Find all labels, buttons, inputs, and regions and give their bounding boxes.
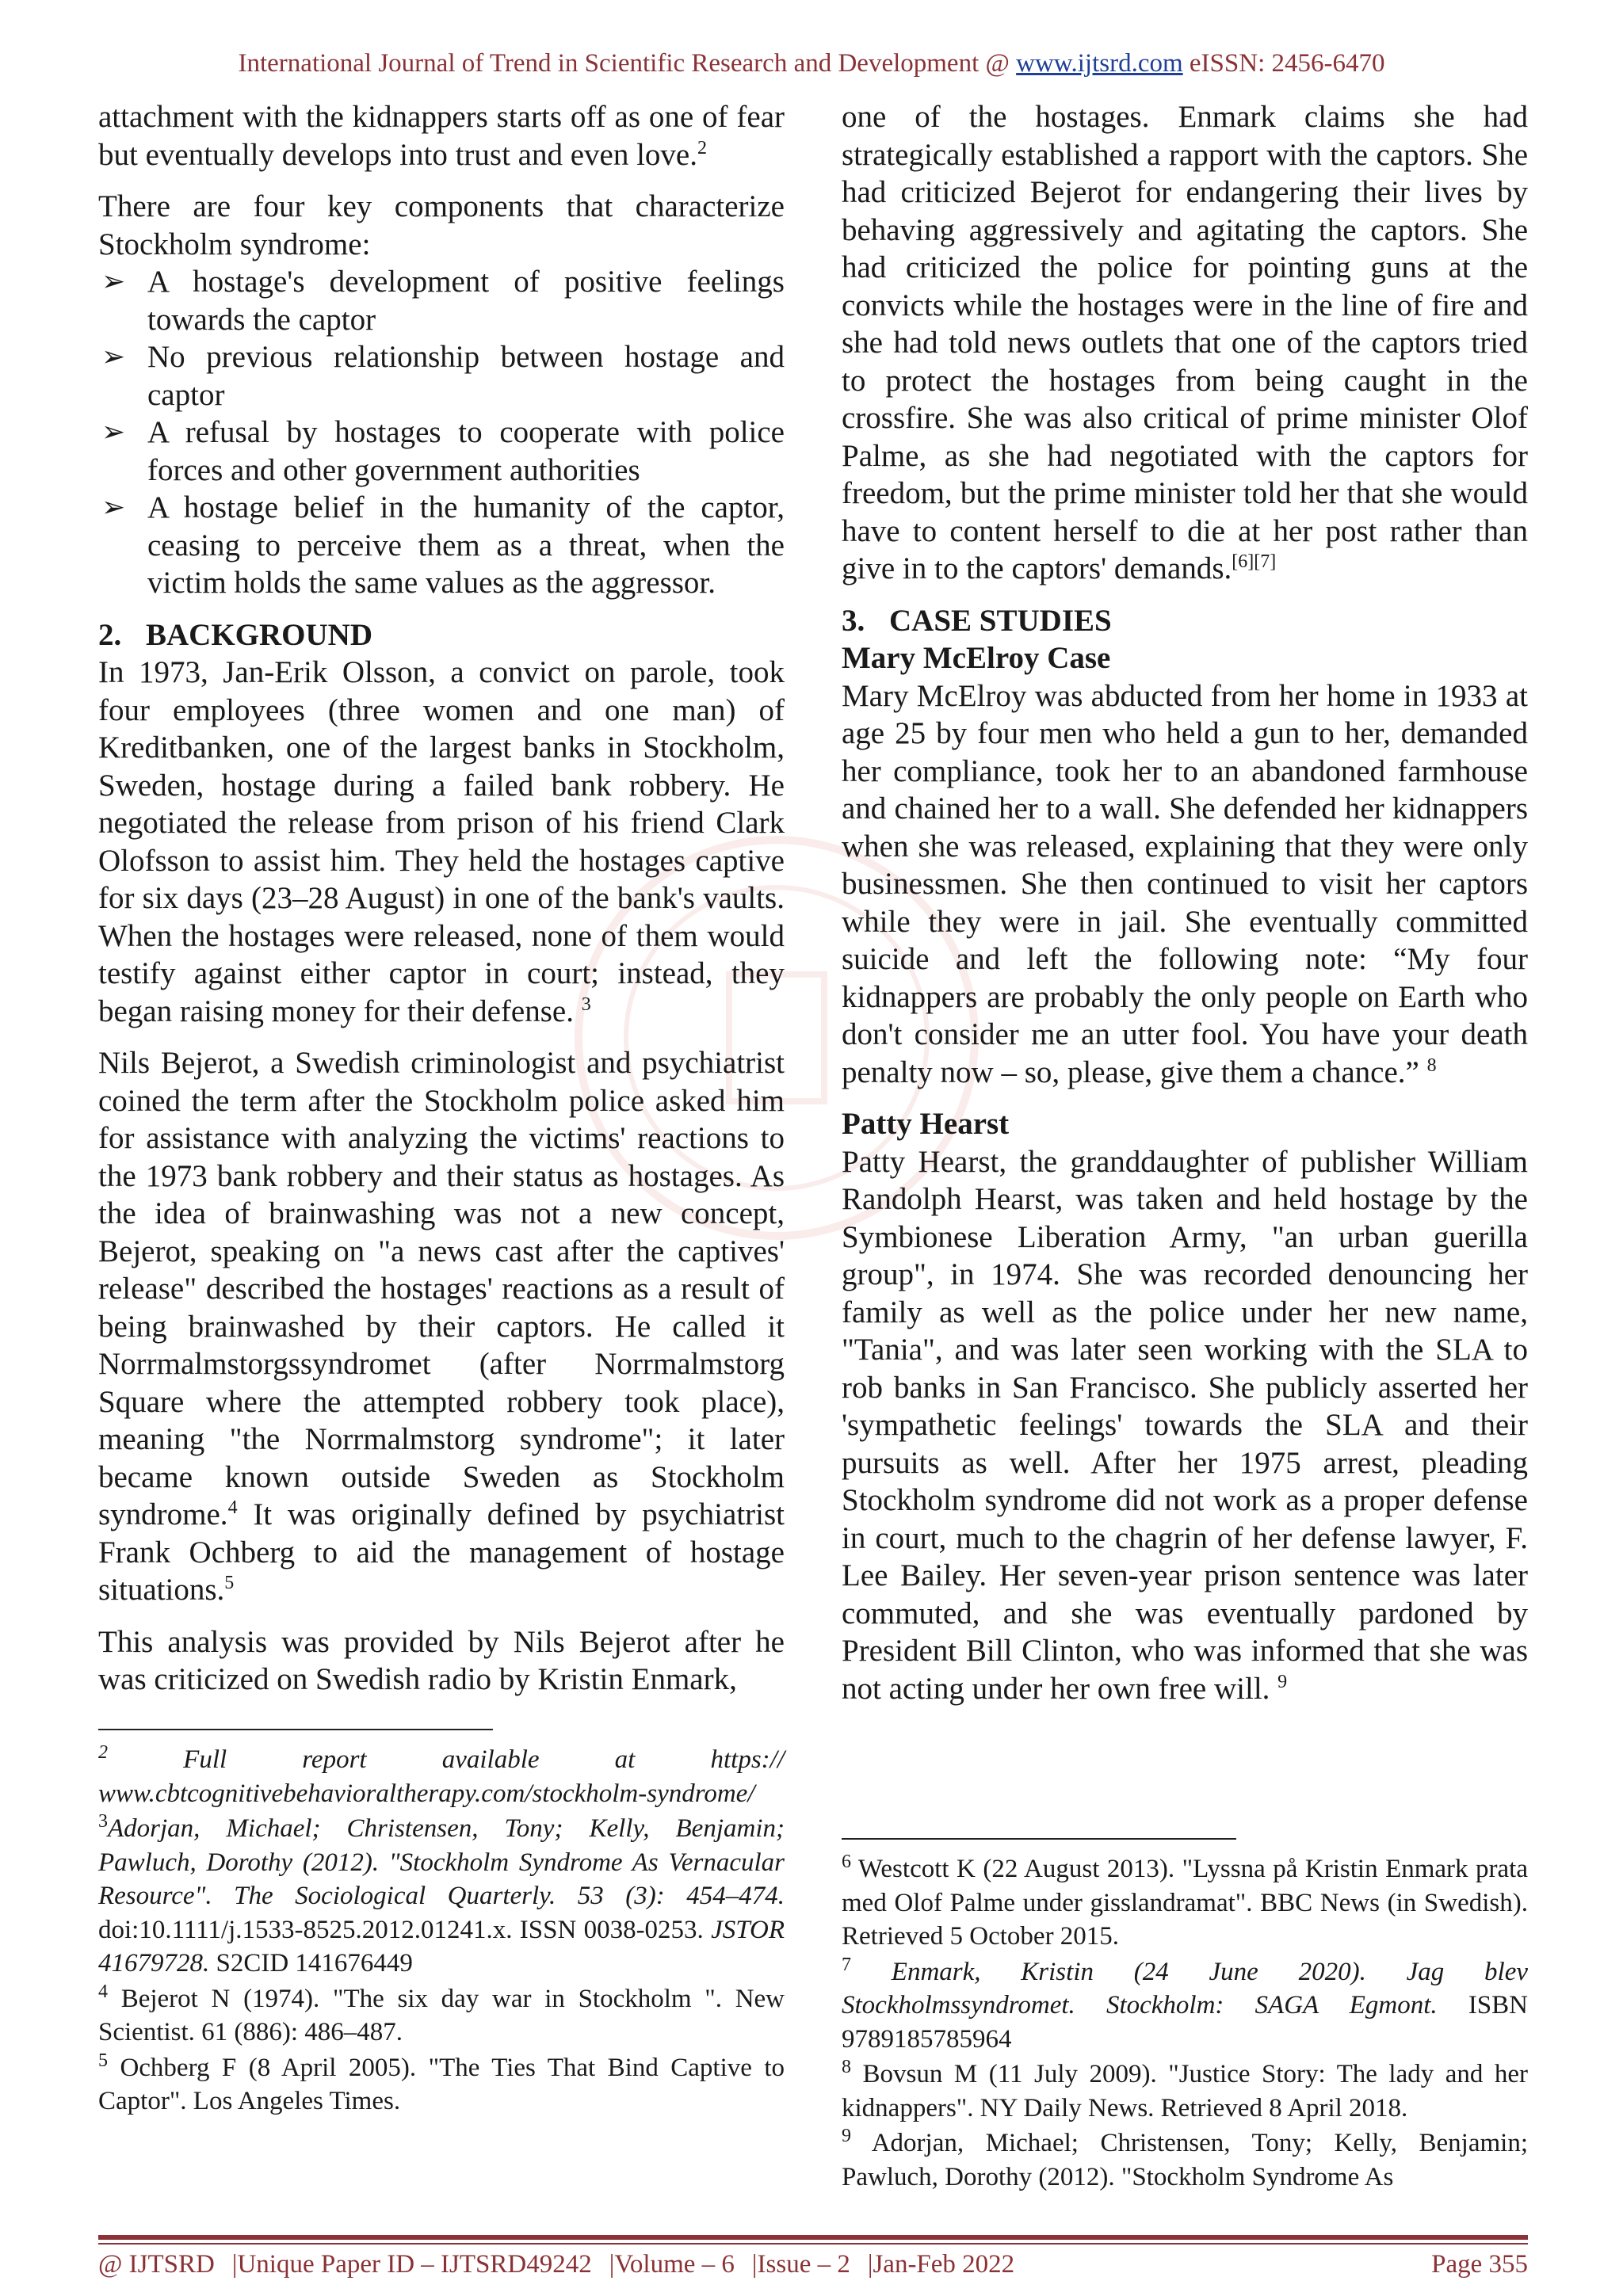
footer-date: Jan-Feb 2022 [873, 2250, 1015, 2279]
footnote-3: $^3$Adorjan, Michael; Christensen, Tony; Kelly, Benjamin; Pawluch, Dorothy (2012). "Stockholm Syndrome As Vernacular Resource". The Sociological Quarterly. 53 (3): 454–474. doi:10.1111/j.1533-8525.2012.01241.x. ISSN 0038-0253. JSTOR 41679728. S2CID 141676449 [98, 1811, 785, 1978]
footnote-ref[interactable]: 2 [697, 137, 707, 158]
footnote-2: $^2$ Full report available at https:// www.cbtcognitivebehavioraltherapy.com/stockholm-syndrome/ [98, 1742, 785, 1808]
right-column [842, 98, 1528, 1707]
paragraph: Patty Hearst, the granddaughter of publisher William Randolph Hearst, was taken and held hostage by the Symbionese Liberation Army, "an urban guerilla group", in 1974. She was recorded denouncing her family as well as the police under her new name, "Tania", and was later seen working with the SLA to rob banks in San Francisco. She publicly asserted her 'sympathetic feelings' towards the SLA and their pursuits as well. After her 1975 arrest, pleading Stockholm syndrome did not work as a proper defense in court, much to the chagrin of her defense lawyer, F. Lee Bailey. Her seven-year prison sentence was later commuted, and she was eventually pardoned by President Bill Clinton, who was informed that she was not acting under her own free will. $^9$ [842, 1144, 1528, 1706]
footnote-rule [98, 1729, 493, 1730]
footnote-ref[interactable]: 8 [1426, 1055, 1437, 1076]
list-item: ➢ A hostage's development of positive feelings towards the captor [101, 265, 785, 337]
footnote-ref[interactable]: 5 [224, 1573, 235, 1593]
arrow-bullet-icon: ➢ [101, 265, 126, 297]
paragraph: attachment with the kidnappers starts off as one of fear but eventually develops into trust and even love.$^2$ [98, 100, 785, 172]
footnote-ref[interactable]: 9 [1277, 1671, 1288, 1692]
footnote-ref[interactable]: [6][7] [1232, 551, 1277, 572]
paragraph: one of the hostages. Enmark claims she had strategically established a rapport with the captors. She had criticized Bejerot for endangering their lives by behaving aggressively and agitating the captors. She had criticized the police for pointing guns at the convicts while the hostages were in the line of fire and she had told news outlets that one of the captors tried to protect the hostages from being caught in the crossfire. She was also critical of prime minister Olof Palme, as she had negotiated with the captors for freedom, but the prime minister told her that she would have to content herself to die at her post rather than give in to the captors' demands.[6][7] [842, 100, 1528, 585]
header-issn: eISSN: 2456-6470 [1182, 49, 1385, 78]
paragraph: Nils Bejerot, a Swedish criminologist and psychiatrist coined the term after the Stockholm police asked him for assistance with analyzing the victims' reactions to the 1973 bank robbery and their status as hostages. As the idea of brainwashing was not a new concept, Bejerot, speaking on "a news cast after the captives' release" described the hostages' reactions as a result of being brainwashed by their captors. He called it Norrmalmstorgssyndromet (after Norrmalmstorg Square where the attempted robbery took place), meaning "the Norrmalmstorg syndrome"; it later became known outside Sweden as Stockholm syndrome.$^4$ It was originally defined by psychiatrist Frank Ochberg to aid the management of hostage situations.$^5$ [98, 1046, 785, 1607]
footer-meta: @ IJTSRD |Unique Paper ID – IJTSRD49242 |Volume – 6 |Issue – 2 |Jan-Feb 2022 [98, 2250, 1015, 2279]
components-list [98, 263, 785, 602]
paragraph: There are four key components that characterize Stockholm syndrome: [98, 189, 785, 261]
header-journal-link[interactable]: www.ijtsrd.com [1016, 49, 1183, 78]
footnote-7: $^7$ Enmark, Kristin (24 June 2020). Jag blev Stockholmssyndromet. Stockholm: SAGA Egmont. ISBN 9789185785964 [842, 1954, 1529, 2054]
footer-issue: Issue – 2 [757, 2250, 850, 2279]
right-footnotes [842, 1851, 1528, 2194]
left-footnotes [98, 1741, 785, 2119]
footer-paper-id: Unique Paper ID – IJTSRD49242 [237, 2250, 592, 2279]
footer-rule-thin [98, 2243, 1528, 2245]
list-item: ➢ A refusal by hostages to cooperate with police forces and other government authorities [101, 415, 785, 487]
header-journal-name: International Journal of Trend in Scientific Research and Development @ [238, 49, 1017, 78]
paragraph: In 1973, Jan-Erik Olsson, a convict on parole, took four employees (three women and one man) of Kreditbanken, one of the largest banks in Stockholm, Sweden, hostage during a failed bank robbery. He negotiated the release from prison of his friend Clark Olofsson to assist him. They held the hostages captive for six days (23–28 August) in one of the bank's vaults. When the hostages were released, none of them would testify against either captor in court; instead, they began raising money for their defense. $^3$ [98, 655, 785, 1028]
page-number: Page 355 [1431, 2250, 1528, 2279]
running-header [0, 49, 1623, 78]
footnote-ref[interactable]: 4 [227, 1497, 238, 1518]
footnote-9: $^9$ Adorjan, Michael; Christensen, Tony; Kelly, Benjamin; Pawluch, Dorothy (2012). "Stockholm Syndrome As [842, 2126, 1528, 2191]
footnote-4: $^4$ Bejerot N (1974). "The six day war in Stockholm ". New Scientist. 61 (886): 486–487. [98, 1981, 785, 2046]
footer-rule [98, 2235, 1528, 2240]
footnote-5: $^5$ Ochberg F (8 April 2005). "The Ties That Bind Captive to Captor". Los Angeles Times. [98, 2050, 785, 2115]
footnote-rule [842, 1838, 1236, 1840]
paragraph: Mary McElroy was abducted from her home in 1933 at age 25 by four men who held a gun to her, demanded her compliance, took her to an abandoned farmhouse and chained her to a wall. She defended her kidnappers when she was released, explaining that they were only businessmen. She then continued to visit her captors while they were in jail. She eventually committed suicide and left the following note: “My four kidnappers are probably the only people on Earth who don't consider me an utter fool. You have your death penalty now – so, please, give them a chance.” $^8$ [842, 678, 1528, 1089]
footer-volume: Volume – 6 [614, 2250, 735, 2279]
arrow-bullet-icon: ➢ [101, 341, 126, 372]
list-item: ➢ A hostage belief in the humanity of the captor, ceasing to perceive them as a threat, when the victim holds the same values as the aggressor. [101, 490, 785, 600]
arrow-bullet-icon: ➢ [101, 491, 126, 523]
running-footer [98, 2250, 1528, 2279]
subheading-mcelroy: Mary McElroy Case [842, 641, 1111, 675]
left-column [98, 98, 785, 1699]
footnote-8: $^8$ Bovsun M (11 July 2009). "Justice Story: The lady and her kidnappers". NY Daily News. Retrieved 8 April 2018. [842, 2057, 1529, 2122]
paragraph: This analysis was provided by Nils Bejerot after he was criticized on Swedish radio by Kristin Enmark, [98, 1624, 785, 1696]
footnote-6: $^6$ Westcott K (22 August 2013). "Lyssna på Kristin Enmark prata med Olof Palme under gisslandramat". BBC News (in Swedish). Retrieved 5 October 2015. [842, 1852, 1528, 1951]
section-heading-case-studies: 3. CASE STUDIES [842, 603, 1112, 638]
list-item: ➢ No previous relationship between hostage and captor [101, 340, 785, 412]
arrow-bullet-icon: ➢ [101, 416, 126, 448]
section-heading-background: 2. BACKGROUND [98, 617, 373, 652]
footnote-ref[interactable]: 3 [581, 994, 591, 1015]
subheading-hearst: Patty Hearst [842, 1107, 1010, 1141]
footer-journal: @ IJTSRD [98, 2250, 215, 2279]
